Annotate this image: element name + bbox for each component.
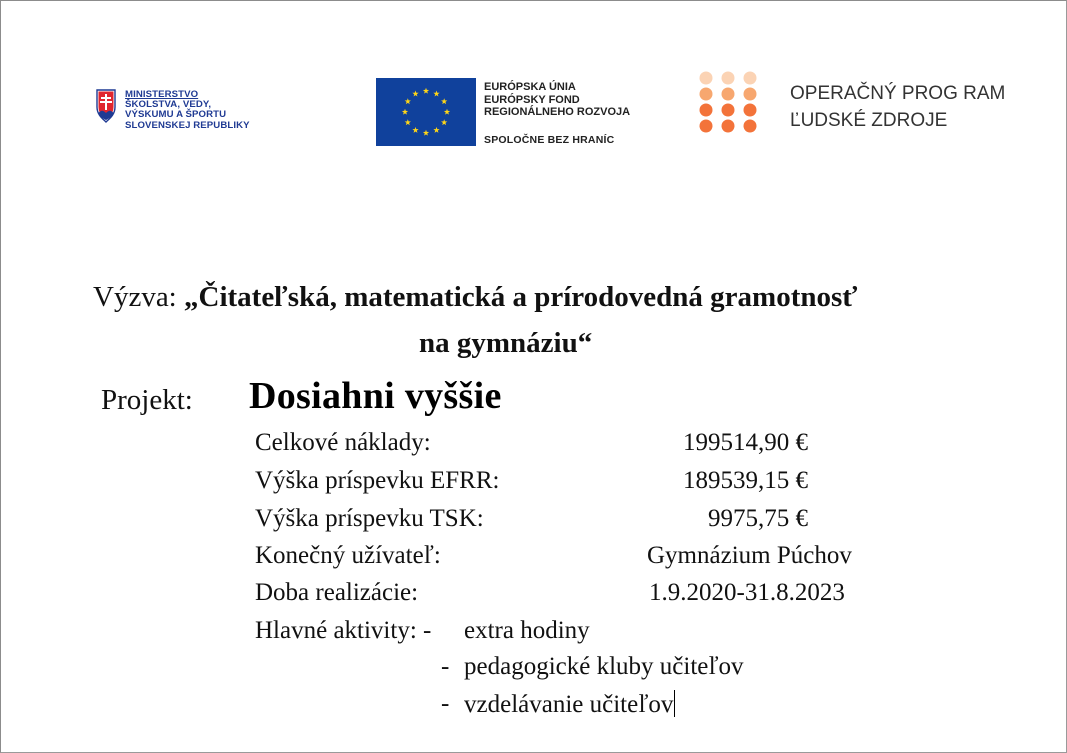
detail-label-tsk: Výška príspevku TSK: [255,505,484,532]
op-dot [722,88,735,101]
call-prefix: Výzva: [93,281,177,313]
ministry-line: SLOVENSKEJ REPUBLIKY [125,119,250,131]
call-title [93,281,1033,313]
detail-value-duration: 1.9.2020-31.8.2023 [649,579,845,606]
op-dot [700,104,713,117]
eu-line: EURÓPSKY FOND [484,93,580,106]
activities-label-text: Hlavné aktivity: [255,617,417,644]
activity-item: pedagogické kluby učiteľov [464,653,744,680]
eu-star-icon [412,91,418,97]
activity-bullet: - [441,653,450,680]
eu-star-icon [444,109,450,115]
eu-line: EURÓPSKA ÚNIA [484,81,576,93]
slovak-coat-of-arms-icon [95,89,117,123]
op-line: OPERAČNÝ PROG RAM [790,83,1006,104]
detail-label-efrr: Výška príspevku EFRR: [255,467,500,494]
op-dot [722,104,735,117]
detail-label-end-user: Konečný užívateľ: [255,542,441,569]
op-name [790,80,1005,134]
eu-star-icon [405,98,411,104]
eu-fund-name [484,81,630,119]
eu-star-icon [433,127,439,133]
ministry-name [125,90,250,131]
eu-star-icon [423,130,429,136]
eu-star-icon [405,119,411,125]
detail-value-efrr: 189539,15 € [683,467,808,494]
eu-star-icon [441,98,447,104]
call-title-line-1: „Čitateľská, matematická a prírodovedná gramotnosť [184,281,858,313]
op-dot [744,120,757,133]
op-dot [722,120,735,133]
activities-label: Hlavné aktivity: - [255,617,432,644]
project-label: Projekt: [101,384,193,416]
ministry-line: ŠKOLSTVA, VEDY, [125,99,212,111]
activity-item: vzdelávanie učiteľov [464,691,674,718]
op-dot [700,120,713,133]
op-dot [744,104,757,117]
eu-star-icon [441,119,447,125]
detail-value-total-costs: 199514,90 € [683,429,808,456]
op-dot [722,72,735,85]
ministry-logo [95,89,295,139]
detail-label-duration: Doba realizácie: [255,579,419,606]
activity-item-last [464,690,675,719]
activity-item: extra hodiny [464,617,590,644]
eu-slogan: SPOLOČNE BEZ HRANÍC [484,134,615,146]
project-name: Dosiahni vyššie [249,375,502,417]
eu-star-icon [412,127,418,133]
ministry-line: VÝSKUMU A ŠPORTU [125,109,227,121]
ministry-line: MINISTERSTVO [125,89,199,100]
op-dot [700,72,713,85]
op-dots-icon [697,71,763,135]
detail-value-tsk: 9975,75 € [708,505,808,532]
text-cursor [674,690,675,717]
op-line: ĽUDSKÉ ZDROJE [790,110,948,131]
eu-line: REGIONÁLNEHO ROZVOJA [484,106,631,118]
op-dot [744,72,757,85]
eu-star-icon [423,88,429,94]
op-dot [744,88,757,101]
detail-label-total-costs: Celkové náklady: [255,429,431,456]
eu-star-icon [402,109,408,115]
eu-flag-icon [376,78,476,146]
eu-star-icon [433,91,439,97]
detail-value-end-user: Gymnázium Púchov [647,542,852,569]
op-dot [700,88,713,101]
activity-bullet: - [441,690,450,717]
call-title-line-2: na gymnáziu“ [419,327,593,359]
